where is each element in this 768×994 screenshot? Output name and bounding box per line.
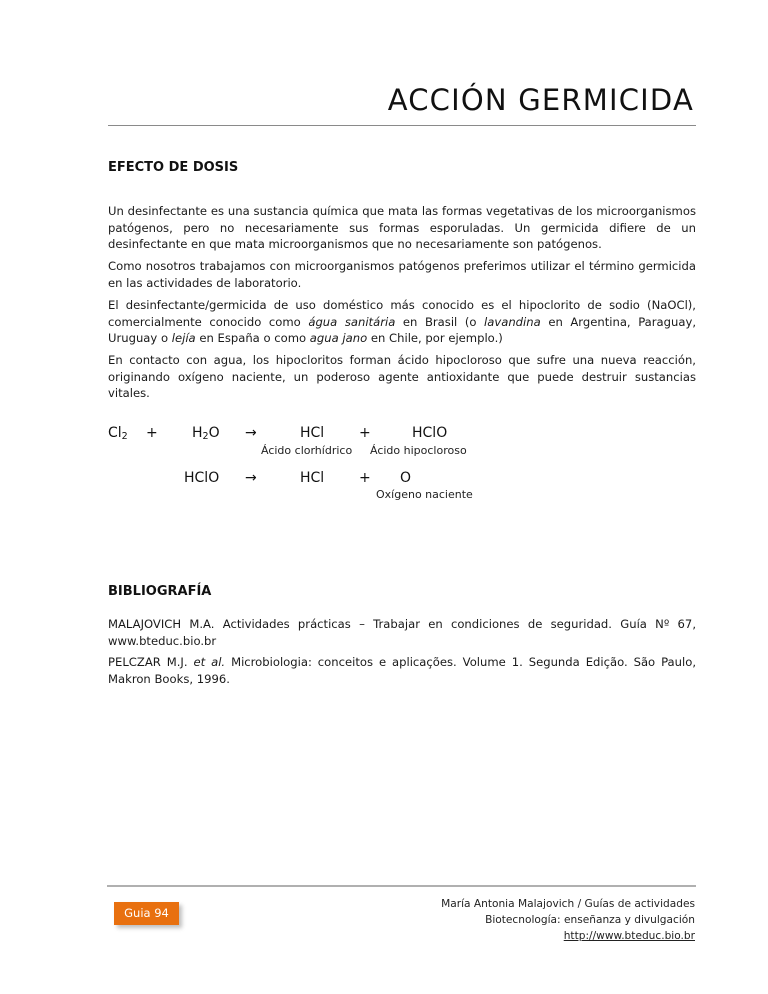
- text: en Argentina, Paraguay, Uruguay o: [108, 314, 696, 346]
- product-hcl: HCl: [300, 470, 325, 486]
- plus-sign: +: [359, 425, 371, 441]
- italic-term: água sanitária: [308, 314, 396, 329]
- paragraph-definition: Un desinfectante es una sustancia química que mata las formas vegetativas de los microorganismos patógenos, pero no necesariamente sus formas esporuladas. Un germicida difiere de un desinfectante en que mata microorganismos que no necesariamente son patógenos.: [108, 204, 696, 252]
- paragraph-term: Como nosotros trabajamos con microorganismos patógenos preferimos utilizar el término germicida en las actividades de laboratorio.: [108, 259, 696, 290]
- plus-sign: +: [359, 470, 371, 486]
- paragraph-reaction: En contacto con agua, los hipocloritos forman ácido hipocloroso que sufre una nueva reacción, originando oxígeno naciente, un poderoso agente antioxidante que puede destruir sustancias vitales.: [108, 353, 696, 401]
- formula-subscript: 2: [121, 431, 128, 442]
- guide-badge: Guia 94: [114, 902, 179, 925]
- section-heading-bibliography: BIBLIOGRAFÍA: [108, 584, 212, 599]
- formula-subscript: 2: [202, 431, 209, 442]
- footer-subtitle: Biotecnología: enseñanza y divulgación: [485, 914, 695, 926]
- italic-term: lavandina: [484, 314, 541, 329]
- reference-2: [108, 654, 696, 687]
- section-heading-dose: EFECTO DE DOSIS: [108, 160, 239, 175]
- product-oxygen: O: [400, 470, 412, 486]
- arrow-icon: →: [245, 470, 257, 486]
- footer-author: María Antonia Malajovich / Guías de actividades: [441, 898, 695, 910]
- text: El desinfectante/germicida de uso doméstico más conocido es el hipoclorito de sodio (NaOCl), comercialmente conocido como: [108, 298, 696, 329]
- reactant-chlorine: [108, 425, 128, 441]
- paragraph-hypochlorite: [108, 297, 696, 347]
- footer-divider: [107, 885, 696, 887]
- formula-base: O: [208, 425, 220, 441]
- product-hcl: HCl: [300, 425, 325, 441]
- italic-term: lejía: [171, 331, 196, 346]
- italic-term: et al.: [193, 655, 226, 669]
- footer-link[interactable]: http://www.bteduc.bio.br: [563, 930, 695, 942]
- plus-sign: +: [146, 425, 158, 441]
- label-oxygen: Oxígeno naciente: [376, 488, 473, 501]
- label-hclo: Ácido hipocloroso: [370, 444, 467, 457]
- reactant-water: [192, 425, 220, 441]
- arrow-icon: →: [245, 425, 257, 441]
- formula-base: Cl: [108, 425, 122, 441]
- text: Microbiologia: conceitos e aplicações. Volume 1. Segunda Edição. São Paulo, Makron Books, 1996.: [108, 655, 697, 686]
- italic-term: agua jano: [309, 331, 368, 346]
- page-title: ACCIÓN GERMICIDA: [387, 83, 694, 117]
- reactant-hclo: HClO: [184, 470, 220, 486]
- text: PELCZAR M.J.: [108, 655, 194, 669]
- reference-1: MALAJOVICH M.A. Actividades prácticas – Trabajar en condiciones de seguridad. Guía Nº 67, www.bteduc.bio.br: [108, 617, 696, 648]
- formula-base: H: [192, 425, 203, 441]
- footer-credits: [441, 896, 695, 944]
- text: en Brasil (o: [395, 314, 485, 329]
- product-hclo: HClO: [412, 425, 448, 441]
- text: en España o como: [195, 331, 310, 346]
- header-divider: [108, 125, 696, 126]
- label-hcl: Ácido clorhídrico: [261, 444, 353, 457]
- text: en Chile, por ejemplo.): [367, 331, 503, 346]
